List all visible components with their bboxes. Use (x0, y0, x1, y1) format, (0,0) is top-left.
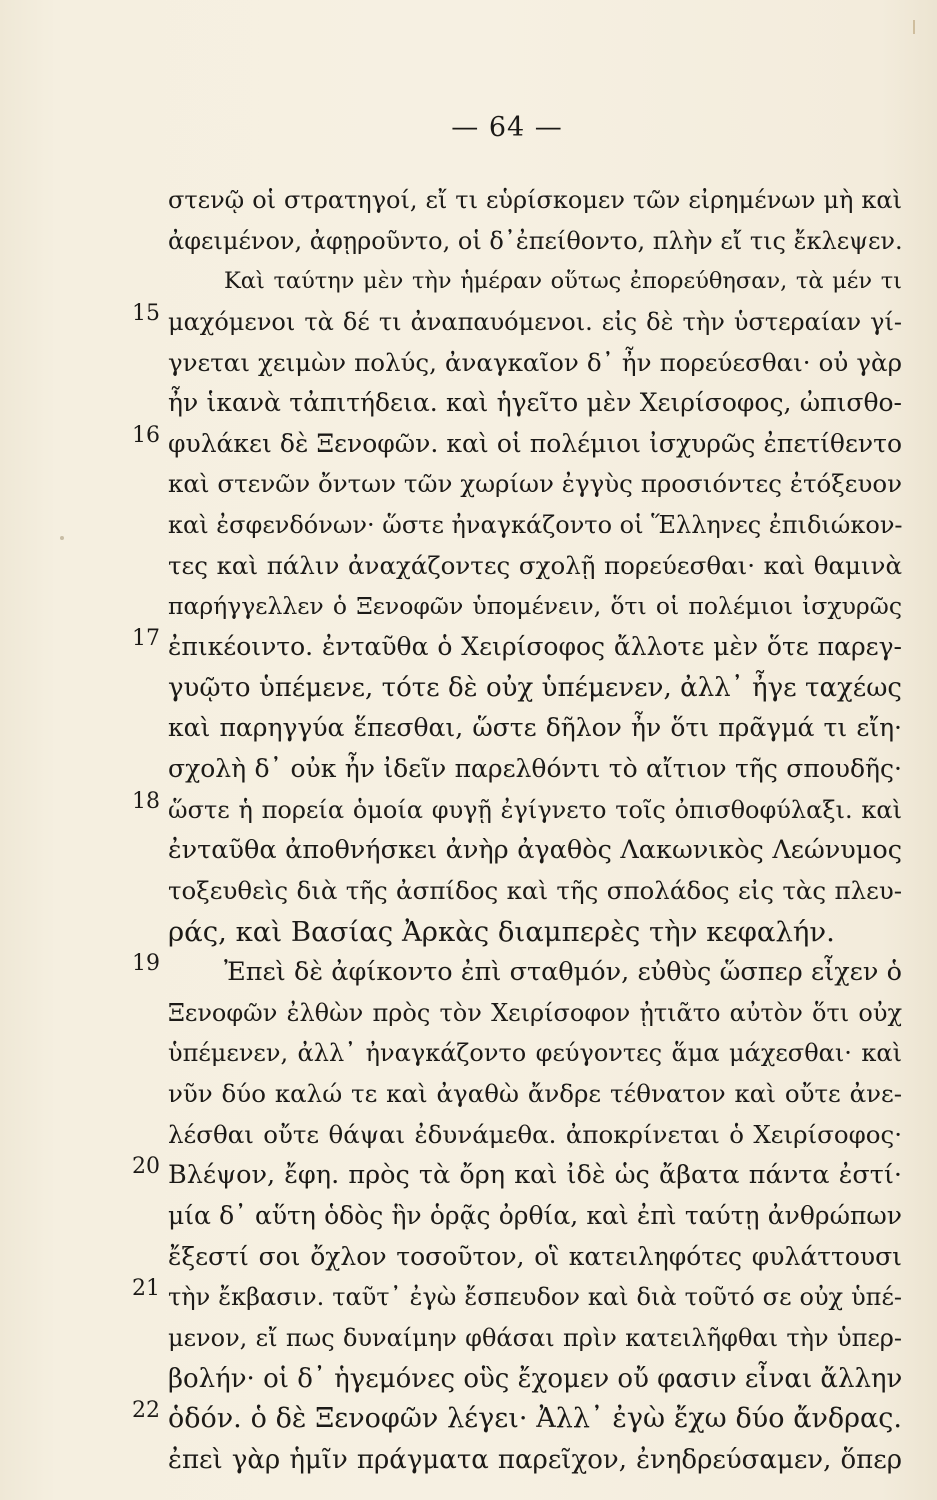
text-line (168, 1196, 902, 1237)
text-line (168, 1033, 902, 1074)
line-text: μαχόμενοι τὰ δέ τι ἀναπαυόμενοι. εἰς δὲ τὴν ὑστεραίαν γί- (168, 307, 902, 336)
line-text: τὴν ἔκβασιν. ταῦτ᾽ ἐγὼ ἔσπευδον καὶ διὰ τοῦτό σε οὐχ ὑπέ- (168, 1283, 902, 1312)
line-text: καὶ παρηγγύα ἕπεσθαι, ὥστε δῆλον ἦν ὅτι πρᾶγμά τι εἴη· (168, 713, 902, 743)
line-text: ἦν ἱκανὰ τἀπιτήδεια. καὶ ἡγεῖτο μὲν Χειρίσοφος, ὠπισθο- (168, 388, 902, 418)
paper-speck (60, 536, 64, 540)
text-line (168, 261, 902, 302)
text-line (168, 1359, 902, 1400)
line-text: λέσθαι οὔτε θάψαι ἐδυνάμεθα. ἀποκρίνεται ὁ Χειρίσοφος· (168, 1119, 902, 1149)
text-line (168, 912, 902, 953)
line-text: Καὶ ταύτην μὲν τὴν ἡμέραν οὕτως ἐπορεύθησαν, τὰ μέν τι (224, 268, 902, 295)
line-text: Βλέψον, ἔφη. πρὸς τὰ ὄρη καὶ ἰδὲ ὡς ἄβατα πάντα ἐστί· (168, 1160, 902, 1191)
text-line (168, 871, 902, 912)
line-text: στενῷ οἱ στρατηγοί, εἴ τι εὑρίσκομεν τῶν εἰρημένων μὴ καὶ (168, 186, 902, 214)
text-line (132, 626, 902, 668)
text-line (168, 708, 902, 749)
line-text: σχολὴ δ᾽ οὐκ ἦν ἰδεῖν παρελθόντι τὸ αἴτιον τῆς σπουδῆς· (168, 753, 902, 783)
line-text: ὑπέμενεν, ἀλλ᾽ ἠναγκάζοντο φεύγοντες ἅμα μάχεσθαι· καὶ (168, 1039, 902, 1068)
text-line (168, 1440, 902, 1481)
section-number: 18 (132, 788, 160, 814)
line-text: φυλάκει δὲ Ξενοφῶν. καὶ οἱ πολέμιοι ἰσχυρῶς ἐπετίθεντο (168, 428, 902, 458)
text-line (168, 1074, 902, 1115)
text-line (168, 1115, 902, 1156)
line-text: Ἐπεὶ δὲ ἀφίκοντο ἐπὶ σταθμόν, εὐθὺς ὥσπερ εἶχεν ὁ (224, 957, 902, 988)
text-line (132, 1398, 902, 1440)
section-number: 15 (132, 300, 160, 326)
line-text: καὶ στενῶν ὄντων τῶν χωρίων ἐγγὺς προσιόντες ἐτόξευον (168, 469, 902, 499)
section-number: 20 (132, 1154, 160, 1180)
text-line (168, 383, 902, 424)
line-text: ράς, καὶ Βασίας Ἀρκὰς διαμπερὲς τὴν κεφαλήν. (168, 915, 835, 948)
line-text: ἐνταῦθα ἀποθνήσκει ἀνὴρ ἀγαθὸς Λακωνικὸς Λεώνυμος (168, 835, 902, 866)
line-text: μενον, εἴ πως δυναίμην φθάσαι πρὶν κατειλῆφθαι τὴν ὑπερ- (168, 1323, 902, 1352)
text-line (132, 788, 902, 831)
section-number: 19 (132, 951, 160, 977)
line-text: γνεται χειμὼν πολύς, ἀναγκαῖον δ᾽ ἦν πορεύεσθαι· οὐ γὰρ (168, 347, 902, 377)
line-text: νῦν δύο καλώ τε καὶ ἀγαθὼ ἄνδρε τέθνατον καὶ οὔτε ἀνε- (168, 1079, 902, 1109)
text-line (168, 668, 902, 709)
section-number: 21 (132, 1276, 160, 1302)
text-line (168, 586, 902, 627)
page-number: — 64 — (451, 112, 563, 143)
text-line (168, 546, 902, 587)
text-block (132, 180, 903, 1481)
text-line (168, 180, 902, 221)
text-line (132, 300, 902, 343)
text-line (132, 951, 902, 993)
text-line (168, 830, 902, 871)
text-line (168, 343, 902, 384)
text-line (168, 749, 902, 790)
text-line (168, 1237, 902, 1278)
line-text: ἐπεὶ γὰρ ἡμῖν πράγματα παρεῖχον, ἐνηδρεύσαμεν, ὅπερ (168, 1444, 902, 1475)
text-line (132, 1154, 902, 1196)
line-text: ὁδόν. ὁ δὲ Ξενοφῶν λέγει· Ἀλλ᾽ ἐγὼ ἔχω δύο ἄνδρας. (168, 1403, 902, 1435)
text-line (168, 464, 902, 505)
line-text: γυῷτο ὑπέμενε, τότε δὲ οὐχ ὑπέμενεν, ἀλλ᾽ ἦγε ταχέως (168, 672, 902, 703)
line-text: μία δ᾽ αὕτη ὁδὸς ἣν ὁρᾷς ὀρθία, καὶ ἐπὶ ταύτῃ ἀνθρώπων (168, 1201, 902, 1231)
line-text: Ξενοφῶν ἐλθὼν πρὸς τὸν Χειρίσοφον ᾐτιᾶτο αὐτὸν ὅτι οὐχ (168, 998, 902, 1027)
line-text: ἔξεστί σοι ὄχλον τοσοῦτον, οἳ κατειληφότες φυλάττουσι (168, 1241, 902, 1271)
line-text: παρήγγελλεν ὁ Ξενοφῶν ὑπομένειν, ὅτι οἱ πολέμιοι ἰσχυρῶς (168, 592, 902, 621)
text-line (168, 505, 902, 546)
line-text: ἀφειμένον, ἀφῃροῦντο, οἱ δ᾽ἐπείθοντο, πλὴν εἴ τις ἔκλεψεν. (168, 226, 903, 255)
text-line (168, 221, 902, 262)
line-text: βολήν· οἱ δ᾽ ἡγεμόνες οὓς ἔχομεν οὔ φασιν εἶναι ἄλλην (168, 1363, 903, 1394)
line-text: ὥστε ἡ πορεία ὁμοία φυγῇ ἐγίγνετο τοῖς ὀπισθοφύλαξι. καὶ (168, 795, 902, 824)
line-text: καὶ ἐσφενδόνων· ὥστε ἠναγκάζοντο οἱ Ἕλληνες ἐπιδιώκον- (168, 511, 903, 540)
line-text: ἐπικέοιντο. ἐνταῦθα ὁ Χειρίσοφος ἄλλοτε μὲν ὅτε παρεγ- (168, 632, 902, 662)
text-line (132, 422, 902, 465)
page-edge-mark (913, 20, 915, 34)
text-line (168, 1318, 902, 1359)
section-number: 16 (132, 422, 160, 448)
line-text: τοξευθεὶς διὰ τῆς ἀσπίδος καὶ τῆς σπολάδος εἰς τὰς πλευ- (168, 875, 902, 905)
line-text: τες καὶ πάλιν ἀναχάζοντες σχολῇ πορεύεσθαι· καὶ θαμινὰ (168, 550, 902, 580)
section-number: 17 (132, 626, 160, 652)
section-number: 22 (132, 1398, 160, 1424)
text-line (168, 993, 902, 1034)
text-line (132, 1276, 902, 1318)
